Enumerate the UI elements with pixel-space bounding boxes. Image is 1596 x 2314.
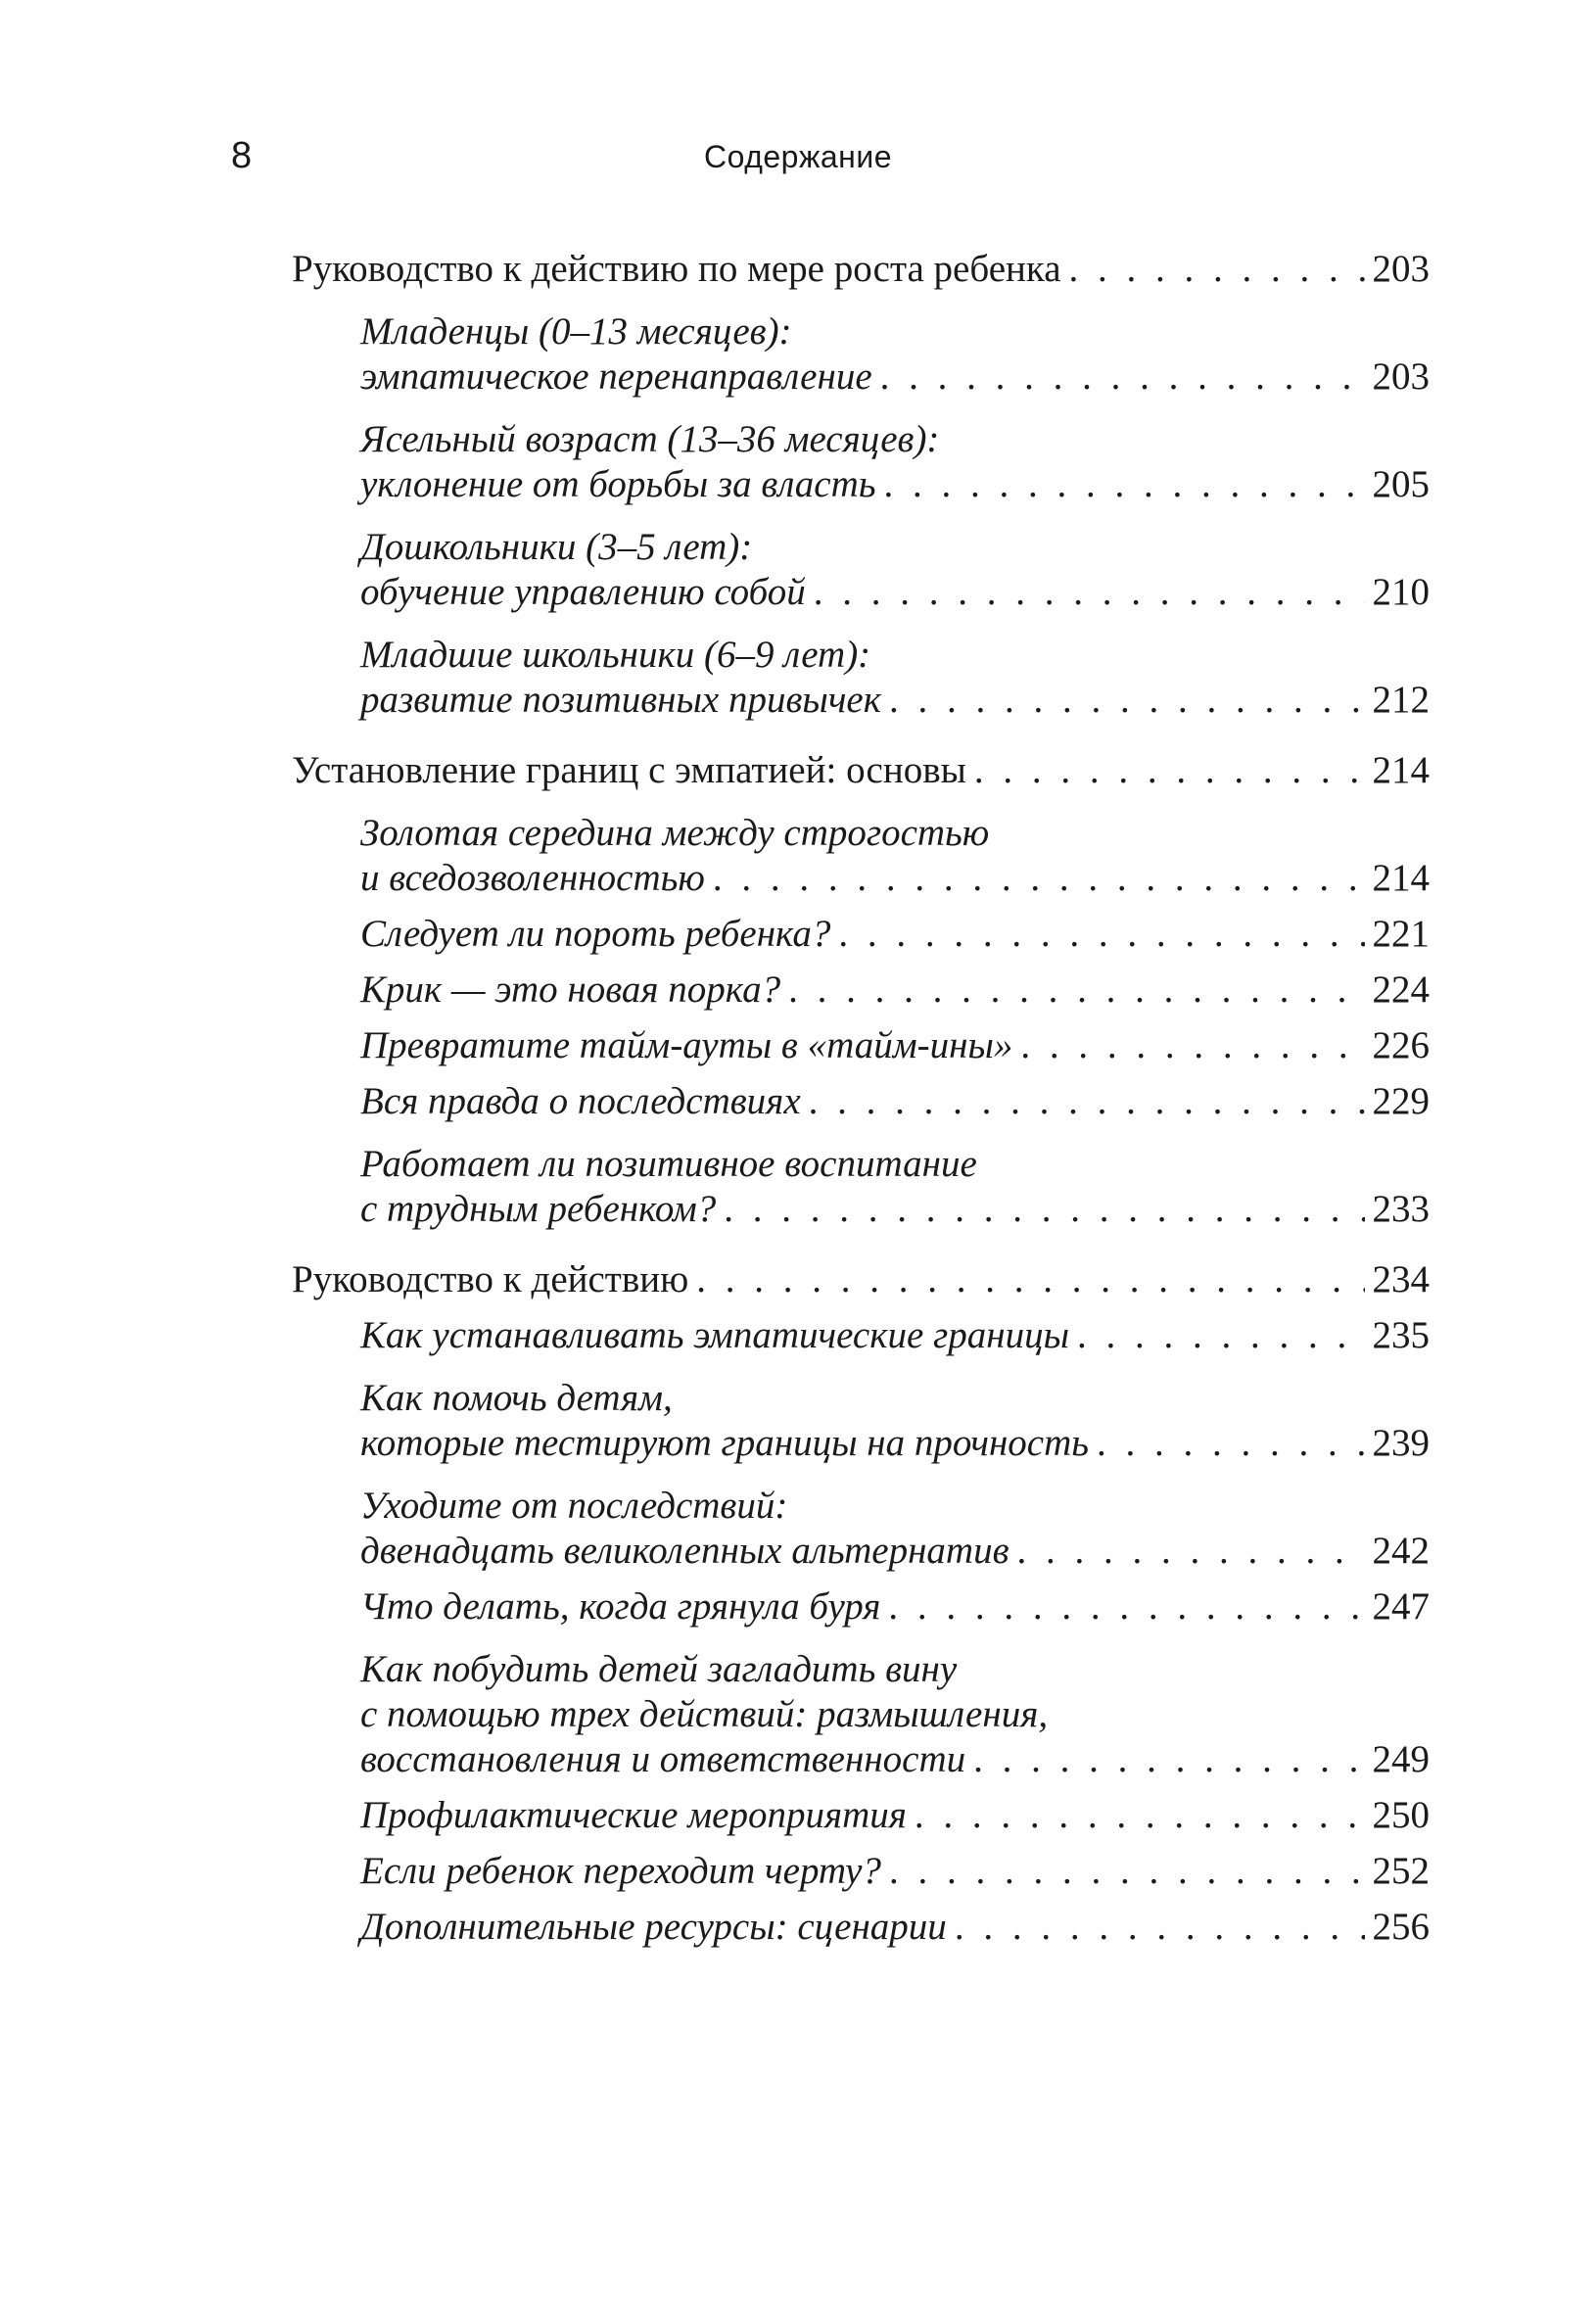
toc-section-entry [292, 1905, 1430, 1950]
toc-entry-title-line: восстановления и ответственности [360, 1738, 966, 1780]
toc-entry-title-line: Превратите тайм-ауты в «тайм-ины» [360, 1024, 1013, 1066]
dot-leader [955, 1905, 1365, 1950]
table-of-contents [292, 247, 1430, 1950]
dot-leader [889, 1849, 1365, 1894]
toc-entry-title-line: Руководство к действию [292, 1258, 689, 1300]
toc-entry-row [360, 462, 1430, 507]
dot-leader [1077, 1313, 1364, 1358]
toc-entry-row [360, 1023, 1430, 1068]
toc-entry-title-line: Младшие школьники (6–9 лет): [360, 634, 871, 676]
toc-chapter-entry [292, 1257, 1430, 1302]
toc-section-entry [292, 968, 1430, 1013]
toc-entry-row [360, 1584, 1430, 1629]
dot-leader [888, 1584, 1364, 1629]
toc-entry-title-line: двенадцать великолепных альтернатив [360, 1530, 1009, 1572]
toc-entry-title-line: Младенцы (0–13 месяцев): [360, 310, 792, 353]
toc-entry-row [360, 1079, 1430, 1124]
toc-entry-title-line: Что делать, когда грянула буря [360, 1585, 881, 1628]
dot-leader [814, 570, 1365, 615]
toc-entry-row [360, 1529, 1430, 1574]
toc-entry-title-line: Уходите от последствий: [360, 1485, 788, 1527]
toc-entry-title-line: которые тестируют границы на прочность [360, 1422, 1090, 1464]
toc-entry-title-line: уклонение от борьбы за власть [360, 463, 876, 505]
toc-page-number: 256 [1372, 1906, 1430, 1948]
toc-entry-title-line: развитие позитивных привычек [360, 679, 881, 721]
toc-section-entry [292, 1313, 1430, 1358]
toc-section-entry [292, 1376, 1430, 1466]
toc-entry-row [292, 748, 1430, 793]
toc-entry-row [360, 856, 1430, 901]
dot-leader [713, 856, 1365, 901]
dot-leader [889, 678, 1365, 723]
toc-page-number: 229 [1372, 1080, 1430, 1122]
toc-page-number: 214 [1372, 749, 1430, 791]
toc-entry-title-line: Руководство к действию по мере роста ребенка [292, 248, 1061, 290]
dot-leader [788, 968, 1364, 1013]
dot-leader [884, 462, 1365, 507]
toc-entry-title-line: с трудным ребенком? [360, 1188, 717, 1230]
dot-leader [973, 1737, 1364, 1782]
toc-entry-title-line: Вся правда о последствиях [360, 1080, 801, 1122]
toc-page-number: 247 [1372, 1585, 1430, 1628]
dot-leader [974, 748, 1365, 793]
running-head: Содержание [703, 139, 892, 174]
toc-page-number: 203 [1372, 355, 1430, 398]
toc-section-entry [292, 1584, 1430, 1629]
page-number: 8 [231, 135, 253, 176]
toc-page-number: 224 [1372, 968, 1430, 1011]
toc-entry-row [360, 968, 1430, 1013]
toc-section-entry [292, 1793, 1430, 1838]
toc-chapter-entry [292, 748, 1430, 793]
toc-entry-title-line: Дополнительные ресурсы: сценарии [360, 1906, 947, 1948]
toc-entry-row [360, 1737, 1430, 1782]
toc-section-entry [292, 912, 1430, 957]
toc-entry-row [360, 1905, 1430, 1950]
toc-section-entry [292, 1849, 1430, 1894]
toc-page-number: 239 [1372, 1422, 1430, 1464]
toc-entry-title-line: Если ребенок переходит черту? [360, 1850, 881, 1892]
dot-leader [880, 354, 1365, 400]
toc-entry-title-line: Как устанавливать эмпатические границы [360, 1314, 1070, 1356]
toc-entry-row [360, 570, 1430, 615]
toc-entry-title-line: Следует ли пороть ребенка? [360, 913, 831, 955]
toc-section-entry [292, 1142, 1430, 1232]
toc-entry-title-line: Установление границ с эмпатией: основы [292, 749, 966, 791]
toc-entry-title-line: Дошкольники (3–5 лет): [360, 526, 753, 568]
toc-entry-row [360, 1849, 1430, 1894]
toc-entry-title-line: и вседозволенностью [360, 857, 705, 899]
toc-entry-title-line: Профилактические мероприятия [360, 1794, 907, 1836]
toc-page-number: 252 [1372, 1850, 1430, 1892]
toc-section-entry [292, 309, 1430, 400]
toc-entry-row [360, 678, 1430, 723]
toc-entry-title-line: обучение управлению собой [360, 571, 806, 613]
toc-chapter-entry [292, 247, 1430, 292]
toc-entry-title-line: Работает ли позитивное воспитание [360, 1143, 977, 1185]
toc-section-entry [292, 1484, 1430, 1574]
toc-section-entry [292, 525, 1430, 615]
dot-leader [915, 1793, 1365, 1838]
dot-leader [1097, 1421, 1364, 1466]
toc-entry-title-line: Ясельный возраст (13–36 месяцев): [360, 418, 940, 460]
toc-entry-row [360, 1421, 1430, 1466]
toc-page-number: 226 [1372, 1024, 1430, 1066]
toc-page-number: 235 [1372, 1314, 1430, 1356]
toc-page-number: 214 [1372, 857, 1430, 899]
dot-leader [809, 1079, 1365, 1124]
toc-entry-title-line: эмпатическое перенаправление [360, 355, 872, 398]
toc-entry-row [292, 1257, 1430, 1302]
toc-entry-row [360, 1187, 1430, 1232]
toc-entry-row [360, 354, 1430, 400]
toc-page-number: 242 [1372, 1530, 1430, 1572]
toc-entry-title-line: Золотая середина между строгостью [360, 812, 990, 854]
toc-page-number: 210 [1372, 571, 1430, 613]
dot-leader [1017, 1529, 1365, 1574]
toc-section-entry [292, 1647, 1430, 1782]
toc-page-number: 249 [1372, 1738, 1430, 1780]
toc-page-number: 212 [1372, 679, 1430, 721]
toc-section-entry [292, 633, 1430, 723]
toc-entry-row [360, 1793, 1430, 1838]
dot-leader [1020, 1023, 1364, 1068]
toc-page-number: 234 [1372, 1258, 1430, 1300]
toc-page-number: 203 [1372, 248, 1430, 290]
toc-entry-title-line: Как помочь детям, [360, 1377, 673, 1419]
toc-section-entry [292, 417, 1430, 507]
toc-entry-row [360, 912, 1430, 957]
toc-section-entry [292, 811, 1430, 901]
toc-page-number: 205 [1372, 463, 1430, 505]
dot-leader [724, 1187, 1364, 1232]
dot-leader [1069, 247, 1365, 292]
toc-entry-title-line: Как побудить детей загладить вину [360, 1648, 958, 1690]
dot-leader [696, 1257, 1364, 1302]
toc-entry-title-line: Крик — это новая порка? [360, 968, 781, 1011]
toc-section-entry [292, 1023, 1430, 1068]
toc-section-entry [292, 1079, 1430, 1124]
toc-page-number: 221 [1372, 913, 1430, 955]
toc-entry-row [292, 247, 1430, 292]
toc-page-number: 250 [1372, 1794, 1430, 1836]
toc-entry-row [360, 1313, 1430, 1358]
toc-entry-title-line: с помощью трех действий: размышления, [360, 1693, 1049, 1735]
dot-leader [838, 912, 1364, 957]
toc-page-number: 233 [1372, 1188, 1430, 1230]
